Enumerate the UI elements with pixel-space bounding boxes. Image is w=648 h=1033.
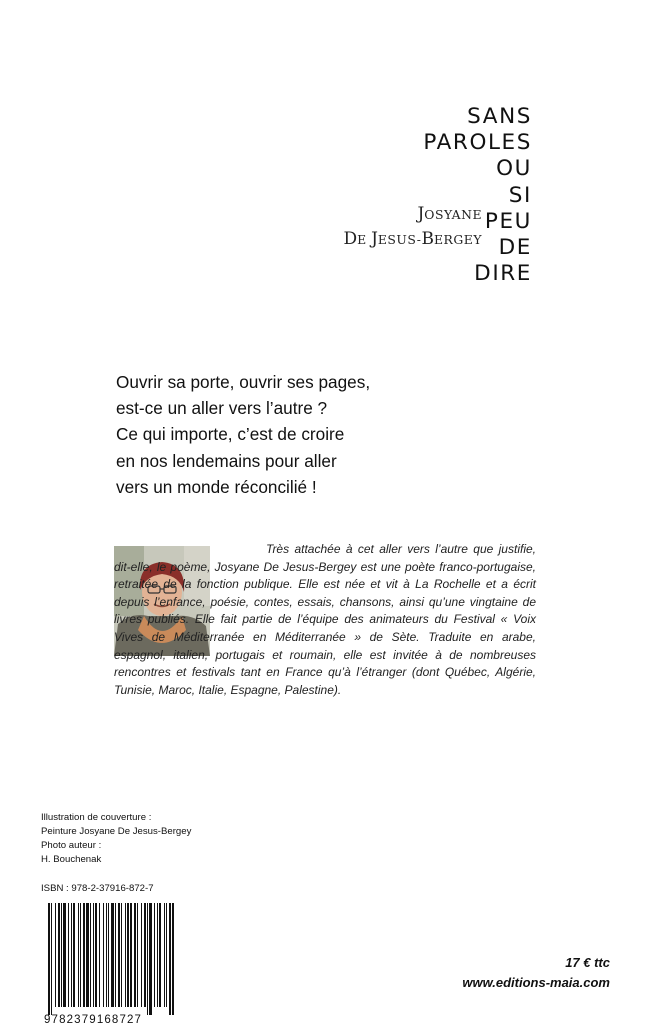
author-first-name: JOSYANE [417,204,482,224]
quote-line-3: Ce qui importe, c’est de croire [116,424,345,445]
credits-line-3: Photo auteur : [41,840,102,851]
barcode-bar [159,903,161,1007]
title-line-1: SANS [467,104,532,129]
barcode-bar [55,903,56,1007]
barcode-bar [169,903,171,1015]
barcode-bar [147,903,148,1015]
quote-line-1: Ouvrir sa porte, ouvrir ses pages, [116,372,371,392]
title-line-6: DE [498,235,532,261]
barcode-bar [83,903,85,1007]
photo-spacer [0,541,63,657]
barcode-bar [111,903,114,1007]
author-biography [114,541,536,699]
barcode-bar [118,903,120,1007]
website: www.editions-maia.com [462,975,610,990]
barcode-bar [71,903,72,1007]
barcode-bar [68,903,69,1007]
author-last-name: DE JESUS-BERGEY [343,229,482,249]
barcode-bar [58,903,60,1007]
barcode-bar [63,903,66,1007]
title-line-2: PAROLES [423,130,532,156]
title-line-3: OU [496,156,532,182]
barcode-bar [99,903,100,1007]
credits-line-1: Illustration de couverture : [41,812,152,823]
barcode-bar [125,903,126,1007]
price: 17 € ttc [565,955,610,970]
credits [41,811,301,867]
author-name [250,202,482,252]
barcode-bar [157,903,158,1007]
barcode-bar [149,903,152,1015]
barcode-bar [137,903,138,1007]
barcode-bar [90,903,91,1007]
barcode-bar [115,903,116,1007]
barcode-bar [78,903,79,1007]
quote-line-4: en nos lendemains pour aller [116,450,337,471]
credits-line-2: Peinture Josyane De Jesus-Bergey [41,826,192,837]
barcode-bar [80,903,81,1007]
barcode-bar [164,903,165,1007]
back-cover-quote [116,369,436,500]
barcode-bar [106,903,107,1007]
barcode-bar [141,903,142,1007]
barcode [47,903,175,1015]
barcode-bar [61,903,62,1007]
title-line-5: PEU [484,208,532,234]
barcode-digits: 9782379168727 [44,1014,143,1026]
barcode-bar [48,903,50,1015]
barcode-bar [86,903,89,1007]
barcode-bar [172,903,174,1015]
title-line-7: DIRE [474,261,532,287]
title-line-4: SI [508,182,532,208]
barcode-bar [51,903,52,1015]
barcode-bar [108,903,109,1007]
quote-line-5: vers un monde réconcilié ! [116,476,317,497]
bio-text: Très attachée à cet aller vers l’autre que justifie, dit-elle, le poème, Josyane De Jesus-Bergey est une poète franco-portugaise, retraitée de la fonction publique. Elle est née et vit à La Rochelle et a écrit depuis l’enfance, poésie, contes, essais, chansons, ainsi qu’une vingtaine de livres publiés. Elle fait partie de l’équipe des animateurs du Festival « Voix Vives de Méditerranée en Méditerranée » de Sète. Traduite en arabe, espagnol, italien, portugais et roumain, elle est invitée à de nombreuses rencontres et festivals tant en France qu’à l’étranger (dont Québec, Algérie, Tunisie, Maroc, Italie, Espagne, Palestine). [114,542,536,697]
isbn: ISBN : 978-2-37916-872-7 [41,883,154,894]
barcode-bar [93,903,94,1007]
barcode-bar [127,903,129,1007]
barcode-bar [166,903,167,1007]
quote-line-2: est-ce un aller vers l’autre ? [116,398,328,419]
barcode-bar [134,903,136,1007]
barcode-bar [121,903,122,1007]
barcode-bar [144,903,146,1007]
barcode-bar [154,903,155,1007]
barcode-bar [103,903,104,1007]
credits-line-4: H. Bouchenak [41,854,102,865]
barcode-bar [130,903,132,1007]
barcode-bar [95,903,97,1007]
barcode-bar [73,903,75,1007]
book-title [332,104,532,287]
